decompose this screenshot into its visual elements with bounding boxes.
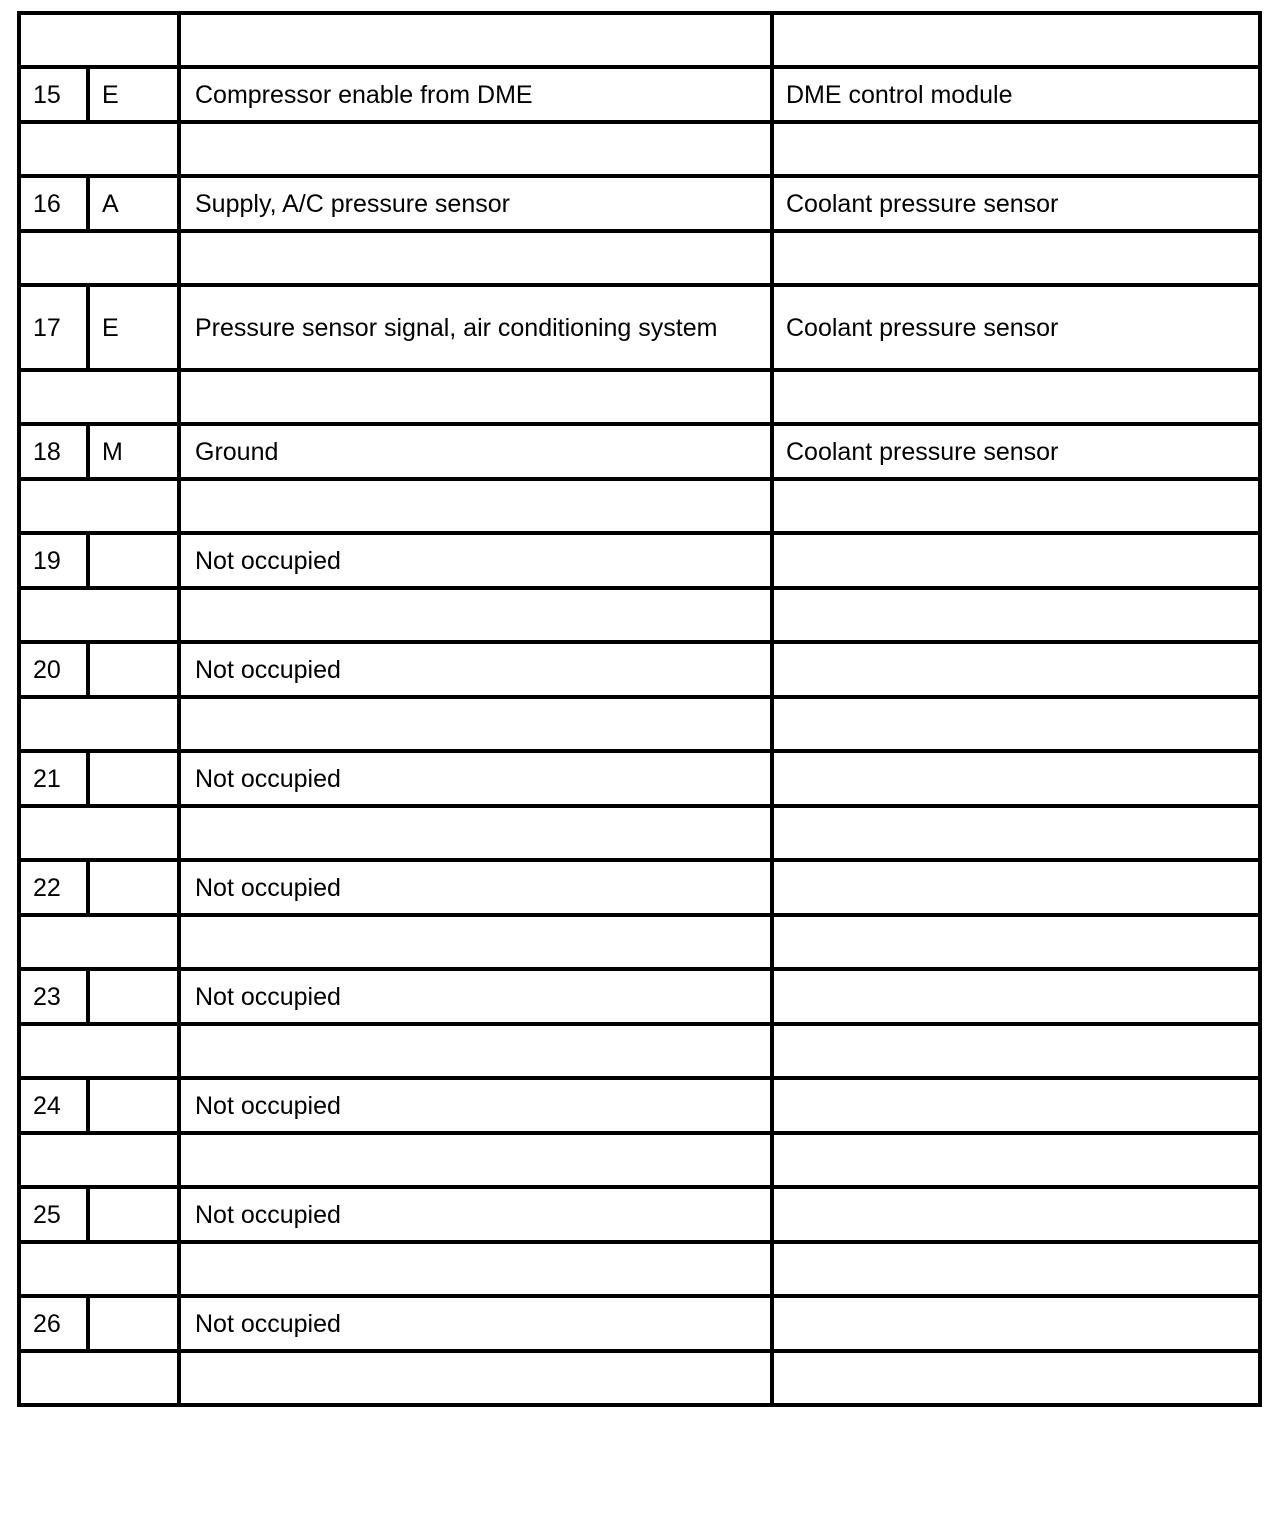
spacer-cell [772,479,1260,533]
spacer-cell [772,1133,1260,1187]
connection-cell [772,533,1260,588]
spacer-cell [19,1351,179,1405]
signal-type-cell [88,642,179,697]
connection-cell [772,860,1260,915]
table-row [19,176,1260,231]
table-row [19,860,1260,915]
spacer-row [19,370,1260,424]
description-cell: Not occupied [179,533,772,588]
connection-cell [772,751,1260,806]
spacer-cell [772,1024,1260,1078]
spacer-row [19,806,1260,860]
spacer-row [19,479,1260,533]
spacer-row [19,231,1260,285]
spacer-row [19,1133,1260,1187]
spacer-cell [19,479,179,533]
pin-number-cell: 25 [19,1187,88,1242]
spacer-cell [179,588,772,642]
connection-cell [772,1187,1260,1242]
description-cell: Not occupied [179,1296,772,1351]
spacer-cell [19,231,179,285]
signal-type-cell [88,1296,179,1351]
pin-number-cell: 23 [19,969,88,1024]
spacer-cell [179,122,772,176]
pin-assignment-table [17,11,1262,1407]
spacer-cell [179,697,772,751]
spacer-row [19,122,1260,176]
spacer-cell [19,13,179,67]
connection-cell: Coolant pressure sensor [772,285,1260,370]
spacer-row [19,1242,1260,1296]
pin-table-body [19,13,1260,1405]
table-row [19,533,1260,588]
pin-number-cell: 19 [19,533,88,588]
spacer-cell [772,806,1260,860]
spacer-cell [19,697,179,751]
spacer-cell [772,370,1260,424]
spacer-cell [772,1351,1260,1405]
spacer-cell [19,806,179,860]
signal-type-cell [88,533,179,588]
spacer-cell [179,915,772,969]
table-row [19,642,1260,697]
spacer-cell [19,915,179,969]
spacer-row [19,697,1260,751]
spacer-cell [772,13,1260,67]
spacer-cell [19,122,179,176]
signal-type-cell [88,1078,179,1133]
table-row [19,969,1260,1024]
spacer-row [19,588,1260,642]
description-cell: Ground [179,424,772,479]
spacer-cell [179,231,772,285]
spacer-cell [772,697,1260,751]
signal-type-cell [88,1187,179,1242]
pin-number-cell: 24 [19,1078,88,1133]
description-cell: Not occupied [179,860,772,915]
spacer-cell [179,806,772,860]
connection-cell: DME control module [772,67,1260,122]
signal-type-cell: E [88,285,179,370]
spacer-cell [179,13,772,67]
signal-type-cell [88,751,179,806]
description-cell: Not occupied [179,1187,772,1242]
table-row [19,751,1260,806]
table-row [19,424,1260,479]
description-cell: Supply, A/C pressure sensor [179,176,772,231]
spacer-cell [19,1024,179,1078]
pin-number-cell: 16 [19,176,88,231]
description-cell: Not occupied [179,751,772,806]
signal-type-cell: E [88,67,179,122]
table-row [19,1296,1260,1351]
table-row [19,1187,1260,1242]
pin-number-cell: 17 [19,285,88,370]
spacer-cell [19,1242,179,1296]
pin-number-cell: 22 [19,860,88,915]
spacer-cell [179,1024,772,1078]
signal-type-cell: A [88,176,179,231]
pin-number-cell: 15 [19,67,88,122]
signal-type-cell [88,860,179,915]
pin-number-cell: 21 [19,751,88,806]
description-cell: Pressure sensor signal, air conditioning system [179,285,772,370]
connection-cell [772,1296,1260,1351]
description-cell: Not occupied [179,969,772,1024]
connection-cell [772,969,1260,1024]
signal-type-cell [88,969,179,1024]
spacer-cell [772,1242,1260,1296]
connection-cell: Coolant pressure sensor [772,424,1260,479]
spacer-row [19,1351,1260,1405]
spacer-cell [179,1133,772,1187]
spacer-cell [19,1133,179,1187]
spacer-row [19,13,1260,67]
description-cell: Compressor enable from DME [179,67,772,122]
pin-number-cell: 18 [19,424,88,479]
spacer-cell [772,231,1260,285]
signal-type-cell: M [88,424,179,479]
description-cell: Not occupied [179,642,772,697]
description-cell: Not occupied [179,1078,772,1133]
spacer-cell [772,122,1260,176]
spacer-row [19,1024,1260,1078]
spacer-cell [179,1351,772,1405]
pin-number-cell: 20 [19,642,88,697]
spacer-cell [179,370,772,424]
spacer-cell [19,370,179,424]
table-row [19,1078,1260,1133]
spacer-row [19,915,1260,969]
connection-cell: Coolant pressure sensor [772,176,1260,231]
connection-cell [772,1078,1260,1133]
pin-number-cell: 26 [19,1296,88,1351]
spacer-cell [772,588,1260,642]
spacer-cell [179,1242,772,1296]
table-row [19,67,1260,122]
spacer-cell [19,588,179,642]
spacer-cell [772,915,1260,969]
spacer-cell [179,479,772,533]
table-row [19,285,1260,370]
connection-cell [772,642,1260,697]
